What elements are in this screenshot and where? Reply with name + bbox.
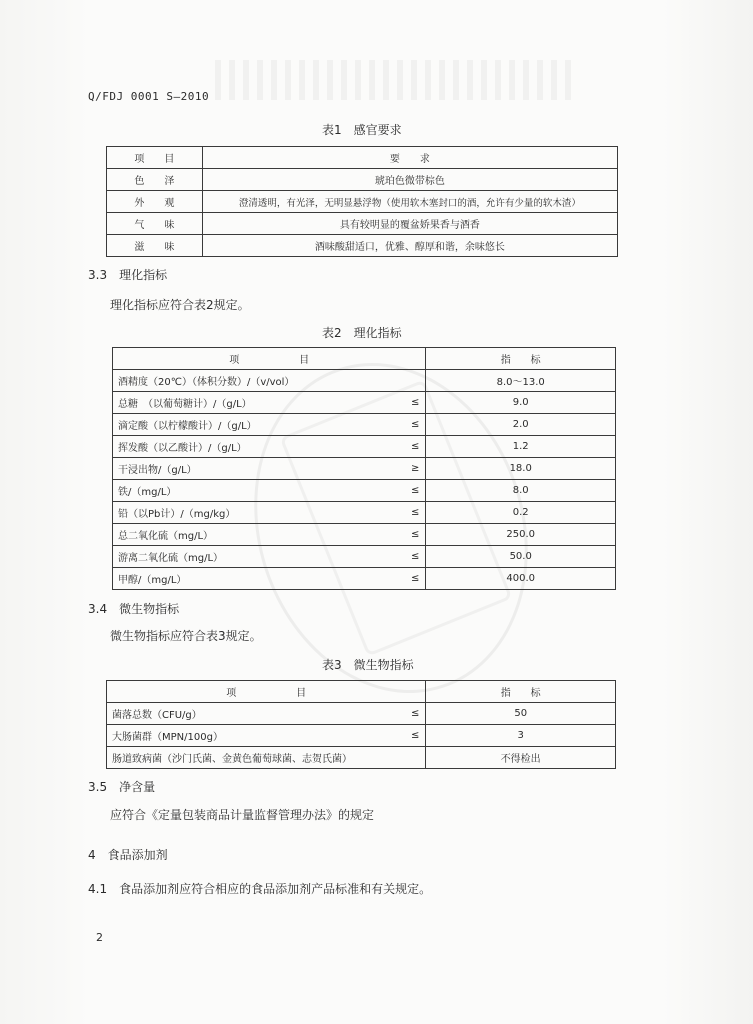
table2-value: 250.0: [426, 524, 616, 546]
table2-operator: ≤: [362, 502, 426, 524]
table2-header-index: 指 标: [426, 348, 616, 370]
table2-header-item: 项 目: [113, 348, 426, 370]
table3-microbiological: [106, 680, 616, 769]
table-row: [107, 213, 618, 235]
table2-value: 400.0: [426, 568, 616, 590]
table-row: [113, 436, 616, 458]
table-row: [107, 747, 616, 769]
table-row: [113, 458, 616, 480]
table2-item: 挥发酸（以乙酸计）/（g/L）: [113, 436, 363, 458]
section-3-5-text: 应符合《定量包装商品计量监督管理办法》的规定: [110, 808, 375, 822]
table2-operator: ≤: [362, 524, 426, 546]
table2-operator: ≤: [362, 480, 426, 502]
table2-operator: [362, 370, 426, 392]
table-row: [107, 191, 618, 213]
table1-caption: 表1 感官要求: [322, 123, 402, 137]
table-row: [113, 480, 616, 502]
table2-operator: ≤: [362, 546, 426, 568]
table3-header-index: 指 标: [426, 681, 616, 703]
table3-operator: ≤: [356, 725, 426, 747]
table1-header-item: 项 目: [107, 147, 203, 169]
table2-value: 50.0: [426, 546, 616, 568]
table3-operator: ≤: [356, 703, 426, 725]
table3-value: 50: [426, 703, 616, 725]
table3-item: 肠道致病菌（沙门氏菌、金黄色葡萄球菌、志贺氏菌）: [107, 747, 426, 769]
table3-value: 不得检出: [426, 747, 616, 769]
table1-item: 色 泽: [107, 169, 203, 191]
table2-item: 总糖 （以葡萄糖计）/（g/L）: [113, 392, 363, 414]
table2-item: 总二氧化硫（mg/L）: [113, 524, 363, 546]
table3-item: 菌落总数（CFU/g）: [107, 703, 357, 725]
table1-item: 滋 味: [107, 235, 203, 257]
table3-item: 大肠菌群（MPN/100g）: [107, 725, 357, 747]
table2-value: 0.2: [426, 502, 616, 524]
table1-requirement: 琥珀色微带棕色: [202, 169, 617, 191]
table2-item: 酒精度（20℃）（体积分数）/（v/vol）: [113, 370, 363, 392]
section-3-5-heading: 3.5 净含量: [88, 780, 156, 794]
table2-operator: ≤: [362, 568, 426, 590]
section-3-4-heading: 3.4 微生物指标: [88, 602, 180, 616]
table2-value: 2.0: [426, 414, 616, 436]
table-row: [113, 370, 616, 392]
table-row: [113, 524, 616, 546]
table2-item: 铁/（mg/L）: [113, 480, 363, 502]
table-row: [107, 725, 616, 747]
table2-value: 8.0: [426, 480, 616, 502]
table1-sensory: [106, 146, 618, 257]
table1-requirement: 澄清透明，有光泽，无明显悬浮物（使用软木塞封口的酒，允许有少量的软木渣）: [202, 191, 617, 213]
table2-operator: ≤: [362, 392, 426, 414]
table1-header-row: [107, 147, 618, 169]
table2-physicochemical: [112, 347, 616, 590]
table1-requirement: 具有较明显的覆盆娇果香与酒香: [202, 213, 617, 235]
section-3-4-text: 微生物指标应符合表3规定。: [110, 629, 262, 643]
table2-value: 9.0: [426, 392, 616, 414]
table2-item: 游离二氧化硫（mg/L）: [113, 546, 363, 568]
table-row: [107, 703, 616, 725]
table2-item: 铅（以Pb计）/（mg/kg）: [113, 502, 363, 524]
table2-header-row: [113, 348, 616, 370]
table-row: [107, 169, 618, 191]
table2-value: 8.0～13.0: [426, 370, 616, 392]
table-row: [113, 414, 616, 436]
table-row: [113, 568, 616, 590]
table2-caption: 表2 理化指标: [322, 326, 402, 340]
table2-item: 干浸出物/（g/L）: [113, 458, 363, 480]
table2-operator: ≥: [362, 458, 426, 480]
section-3-3-heading: 3.3 理化指标: [88, 268, 168, 282]
section-3-3-text: 理化指标应符合表2规定。: [110, 298, 250, 312]
table-row: [107, 235, 618, 257]
table-row: [113, 546, 616, 568]
faded-background-print: [215, 60, 575, 100]
table-row: [113, 502, 616, 524]
section-4-1-text: 4.1 食品添加剂应符合相应的食品添加剂产品标准和有关规定。: [88, 882, 432, 896]
table1-header-requirement: 要 求: [202, 147, 617, 169]
table3-header-item: 项 目: [107, 681, 426, 703]
table-row: [113, 392, 616, 414]
table1-item: 外 观: [107, 191, 203, 213]
table2-operator: ≤: [362, 436, 426, 458]
table3-caption: 表3 微生物指标: [322, 658, 414, 672]
table2-item: 甲醇/（mg/L）: [113, 568, 363, 590]
table2-value: 18.0: [426, 458, 616, 480]
table3-value: 3: [426, 725, 616, 747]
section-4-heading: 4 食品添加剂: [88, 848, 168, 862]
table2-item: 滴定酸（以柠檬酸计）/（g/L）: [113, 414, 363, 436]
document-code: Q/FDJ 0001 S—2010: [88, 90, 210, 103]
table2-operator: ≤: [362, 414, 426, 436]
table2-value: 1.2: [426, 436, 616, 458]
table1-requirement: 酒味酸甜适口，优雅、醇厚和谐，余味悠长: [202, 235, 617, 257]
table3-header-row: [107, 681, 616, 703]
page-number: 2: [96, 931, 103, 944]
table1-item: 气 味: [107, 213, 203, 235]
